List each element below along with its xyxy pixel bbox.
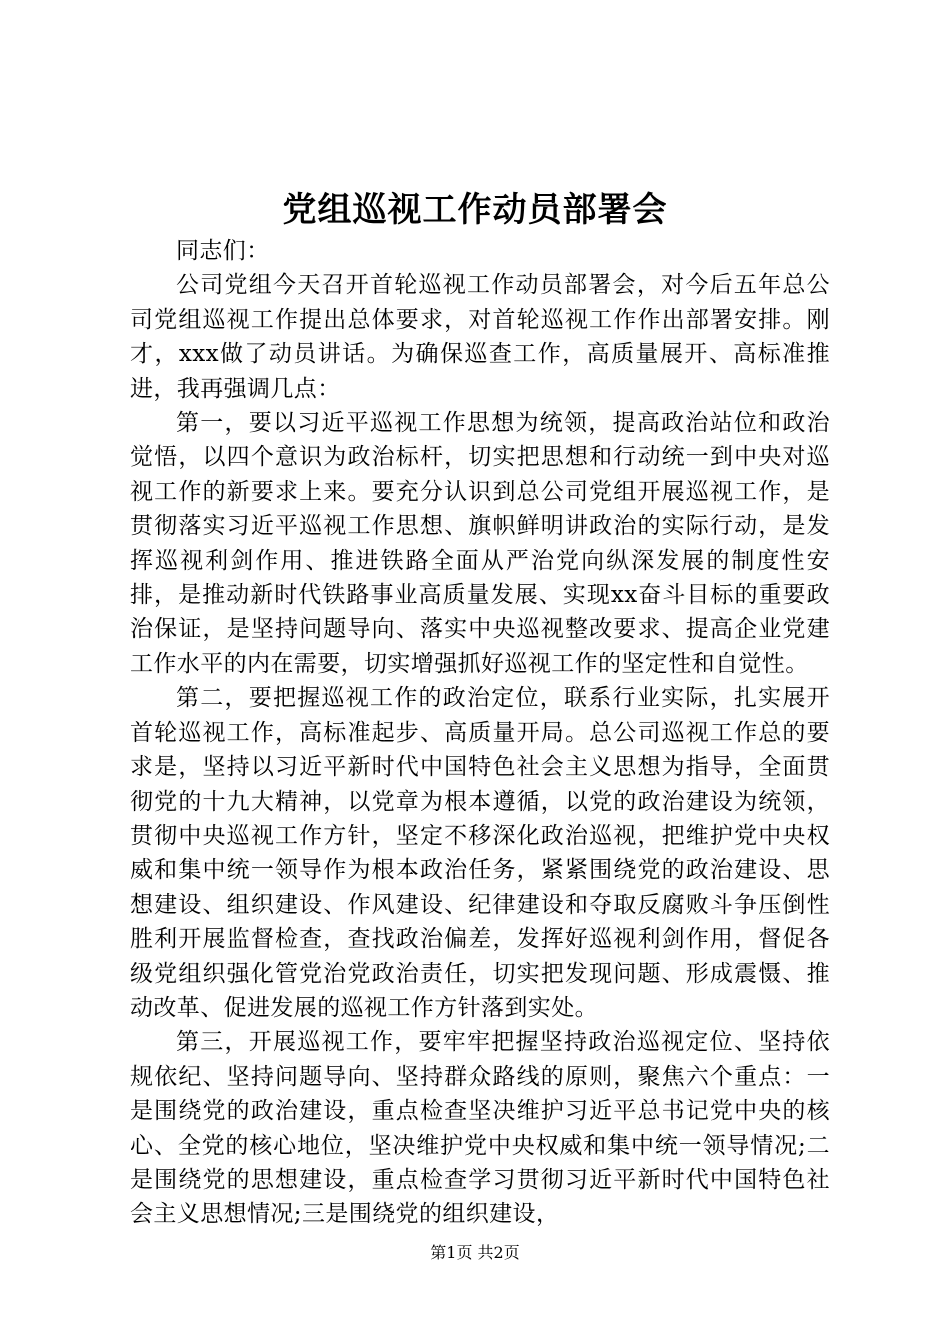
intro-paragraph: 公司党组今天召开首轮巡视工作动员部署会，对今后五年总公司党组巡视工作提出总体要求，对首轮巡视工作作出部署安排。刚才，xxx做了动员讲话。为确保巡查工作，高质量展开、高标准推进，我再强调几点： [130,272,830,402]
document-title: 党组巡视工作动员部署会 [282,190,668,230]
salutation-paragraph: 同志们： [176,238,270,264]
point-three-paragraph: 第三，开展巡视工作，要牢牢把握坚持政治巡视定位、坚持依规依纪、坚持问题导向、坚持群众路线的原则，聚焦六个重点：一是围绕党的政治建设，重点检查坚决维护习近平总书记党中央的核心、全党的核心地位，坚决维护党中央权威和集中统一领导情况;二是围绕党的思想建设，重点检查学习贯彻习近平新时代中国特色社会主义思想情况;三是围绕党的组织建设， [130,1029,830,1228]
point-two-paragraph: 第二，要把握巡视工作的政治定位，联系行业实际，扎实展开首轮巡视工作，高标准起步、高质量开局。总公司巡视工作总的要求是，坚持以习近平新时代中国特色社会主义思想为指导，全面贯彻党的十九大精神，以党章为根本遵循，以党的政治建设为统领，贯彻中央巡视工作方针，坚定不移深化政治巡视，把维护党中央权威和集中统一领导作为根本政治任务，紧紧围绕党的政治建设、思想建设、组织建设、作风建设、纪律建设和夺取反腐败斗争压倒性胜利开展监督检查，查找政治偏差，发挥好巡视利剑作用，督促各级党组织强化管党治党政治责任，切实把发现问题、形成震慑、推动改革、促进发展的巡视工作方针落到实处。 [130,685,830,1021]
document-body [130,234,830,1232]
point-one-paragraph: 第一，要以习近平巡视工作思想为统领，提高政治站位和政治觉悟，以四个意识为政治标杆，切实把思想和行动统一到中央对巡视工作的新要求上来。要充分认识到总公司党组开展巡视工作，是贯彻落实习近平巡视工作思想、旗帜鲜明讲政治的实际行动，是发挥巡视利剑作用、推进铁路全面从严治党向纵深发展的制度性安排，是推动新时代铁路事业高质量发展、实现xx奋斗目标的重要政治保证，是坚持问题导向、落实中央巡视整改要求、提高企业党建工作水平的内在需要，切实增强抓好巡视工作的坚定性和自觉性。 [130,410,830,677]
page-number-footer: 第1页 共2页 [430,1243,520,1262]
